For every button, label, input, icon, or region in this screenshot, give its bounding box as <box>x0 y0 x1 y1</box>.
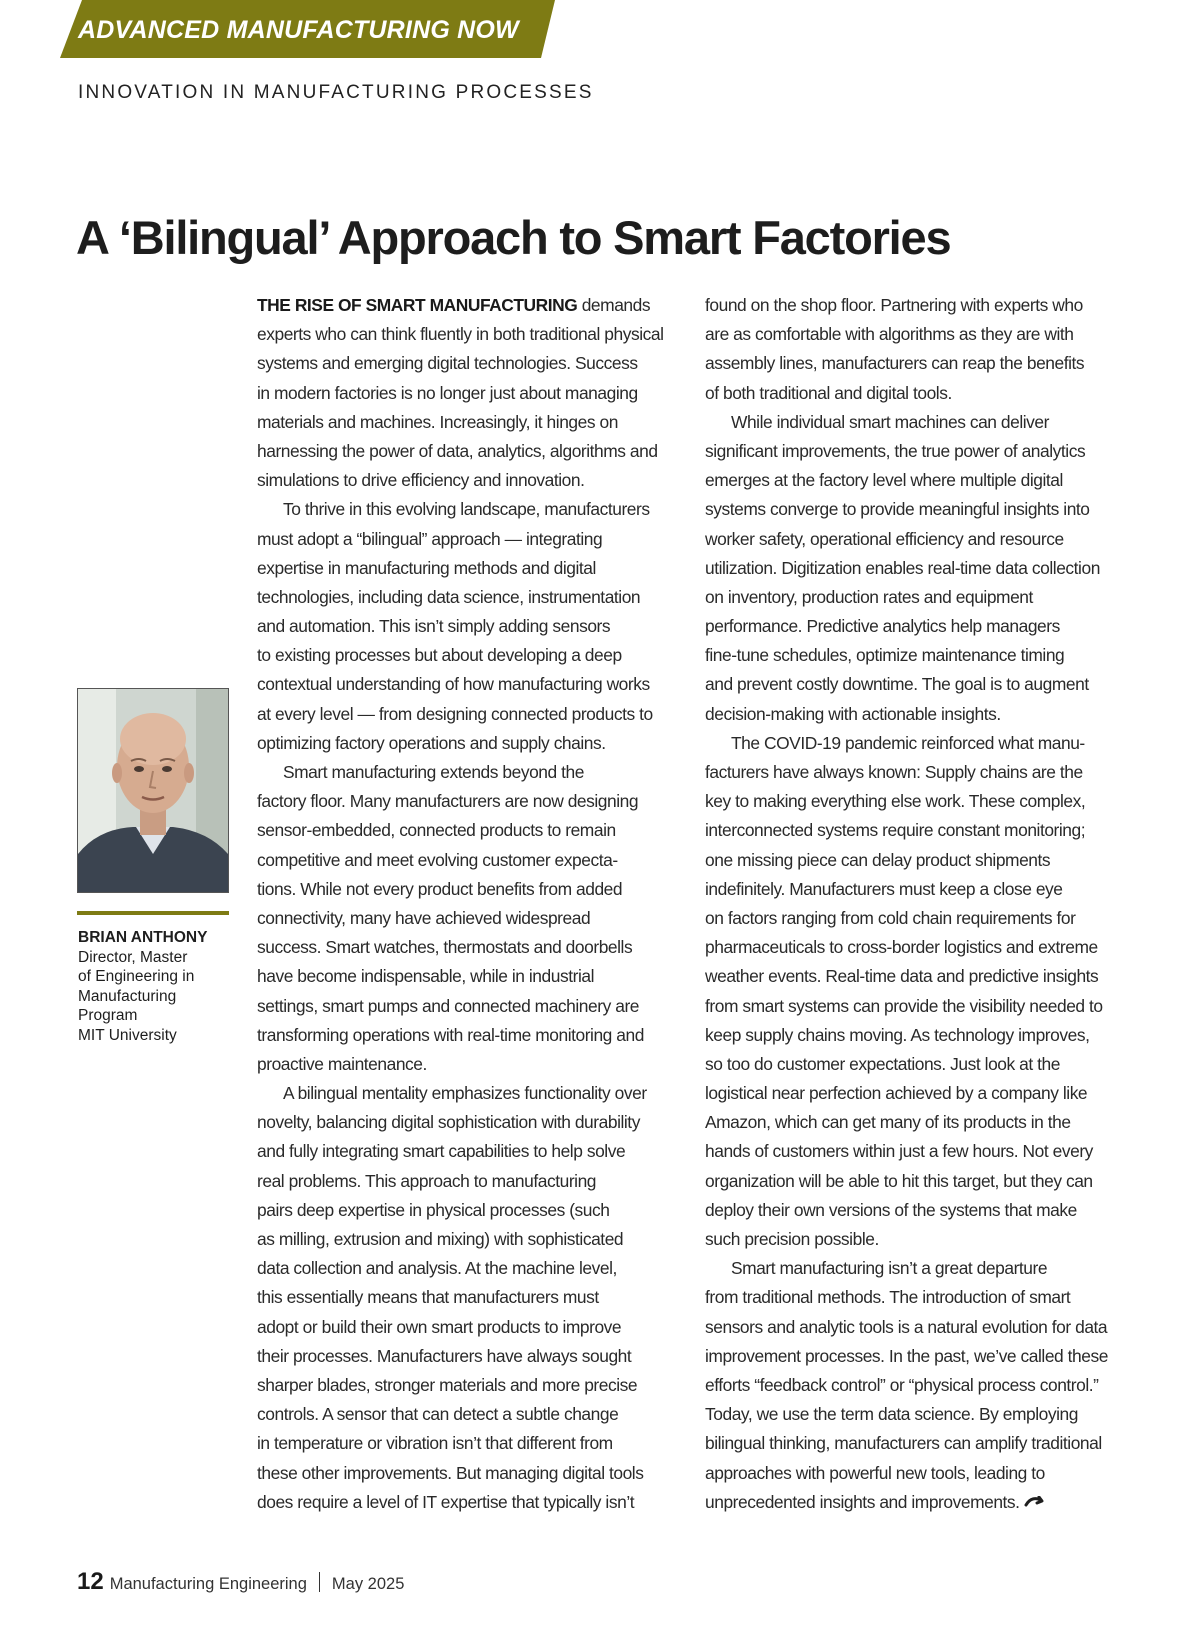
column-line: bilingual thinking, manufacturers can amplify traditional <box>705 1433 1102 1454</box>
column-line: transforming operations with real-time monitoring and <box>257 1024 644 1045</box>
column-line: in temperature or vibration isn’t that different from <box>257 1433 613 1454</box>
column-line: performance. Predictive analytics help managers <box>705 616 1060 637</box>
column-line: The COVID-19 pandemic reinforced what manu- <box>731 732 1085 753</box>
column-line: novelty, balancing digital sophistication with durability <box>257 1112 640 1133</box>
column-line: these other improvements. But managing digital tools <box>257 1462 644 1483</box>
column-line: as milling, extrusion and mixing) with sophisticated <box>257 1229 624 1249</box>
column-line: emerges at the factory level where multiple digital <box>705 470 1063 491</box>
column-line: indefinitely. Manufacturers must keep a close eye <box>705 878 1063 899</box>
column-line: systems converge to provide meaningful insights into <box>705 499 1090 520</box>
column-line: weather events. Real-time data and predictive insights <box>705 966 1099 987</box>
column-line: on inventory, production rates and equipment <box>705 586 1033 607</box>
last-line-text: unprecedented insights and improvements. <box>705 1491 1020 1512</box>
column-line: Today, we use the term data science. By employing <box>705 1404 1078 1425</box>
column-line: on factors ranging from cold chain requirements for <box>705 907 1076 928</box>
column-line: Smart manufacturing isn’t a great departure <box>731 1258 1048 1279</box>
footer-divider <box>319 1572 320 1592</box>
column-line: and automation. This isn’t simply adding sensors <box>257 616 611 637</box>
column-line: competitive and meet evolving customer expecta- <box>257 849 618 870</box>
column-line: fine-tune schedules, optimize maintenance timing <box>705 645 1065 666</box>
column-line: approaches with powerful new tools, leading to <box>705 1462 1045 1483</box>
column-line: A bilingual mentality emphasizes functionality over <box>283 1083 647 1104</box>
publication-name: Manufacturing Engineering <box>109 1575 307 1593</box>
author-title-line: Program <box>78 1007 138 1024</box>
column-line: real problems. This approach to manufacturing <box>257 1170 597 1191</box>
column-line: from smart systems can provide the visibility needed to <box>705 995 1103 1016</box>
column-line: such precision possible. <box>705 1229 879 1249</box>
author-title-line: Director, Master <box>78 948 188 966</box>
column-line: optimizing factory operations and supply chains. <box>257 732 606 753</box>
column-line: pharmaceuticals to cross-border logistics and extreme <box>705 937 1098 958</box>
column-line: found on the shop floor. Partnering with experts who <box>705 295 1083 315</box>
lead-in-rest: demands <box>577 295 651 315</box>
page-footer <box>77 1568 404 1596</box>
column-line: key to making everything else work. These complex, <box>705 791 1086 812</box>
column-line: are as comfortable with algorithms as they are with <box>705 324 1074 345</box>
column-line: success. Smart watches, thermostats and doorbells <box>257 937 633 958</box>
column-line: assembly lines, manufacturers can reap the benefits <box>705 353 1085 374</box>
author-bio <box>78 928 238 1045</box>
column-line: so too do customer expectations. Just look at the <box>705 1053 1060 1074</box>
author-affiliation: MIT University <box>78 1026 177 1044</box>
column-line: controls. A sensor that can detect a subtle change <box>257 1404 619 1425</box>
column-line: Amazon, which can get many of its products in the <box>705 1112 1071 1133</box>
column-line: improvement processes. In the past, we’ve called these <box>705 1345 1108 1366</box>
column-line: decision-making with actionable insights. <box>705 703 1001 724</box>
column-line: systems and emerging digital technologies. Success <box>257 353 638 374</box>
column-line: organization will be able to hit this target, but they can <box>705 1170 1093 1191</box>
column-line: and prevent costly downtime. The goal is to augment <box>705 674 1089 695</box>
column-line: does require a level of IT expertise that typically isn’t <box>257 1491 635 1512</box>
column-line: worker safety, operational efficiency and resource <box>705 528 1064 549</box>
author-portrait-icon <box>78 689 228 892</box>
column-line: experts who can think fluently in both traditional physical <box>257 324 664 345</box>
article-column-1 <box>257 291 689 1517</box>
column-line: While individual smart machines can deliver <box>731 411 1049 432</box>
column-line: sharper blades, stronger materials and more precise <box>257 1374 638 1395</box>
column-line: and fully integrating smart capabilities to help solve <box>257 1141 626 1162</box>
column-line: to existing processes but about developing a deep <box>257 645 622 666</box>
column-line: settings, smart pumps and connected machinery are <box>257 995 640 1016</box>
issue-date: May 2025 <box>331 1575 405 1593</box>
column-line: have become indispensable, while in industrial <box>257 966 594 987</box>
column-line: utilization. Digitization enables real-time data collection <box>705 557 1100 578</box>
column-line: connectivity, many have achieved widespread <box>257 907 591 928</box>
column-line: this essentially means that manufacturers must <box>257 1287 599 1308</box>
column-line: proactive maintenance. <box>257 1053 427 1074</box>
column-line: interconnected systems require constant monitoring; <box>705 820 1086 841</box>
column-line: adopt or build their own smart products to improve <box>257 1316 622 1337</box>
column-line: contextual understanding of how manufacturing works <box>257 674 650 695</box>
column-line: data collection and analysis. At the machine level, <box>257 1258 617 1279</box>
column-line: pairs deep expertise in physical processes (such <box>257 1199 610 1220</box>
column-line <box>257 291 689 320</box>
column-line: tions. While not every product benefits from added <box>257 878 623 899</box>
section-subhead: INNOVATION IN MANUFACTURING PROCESSES <box>78 82 594 103</box>
author-rule <box>77 911 229 915</box>
column-line: one missing piece can delay product shipments <box>705 849 1051 870</box>
column-line: hands of customers within just a few hours. Not every <box>705 1141 1093 1162</box>
column-line: from traditional methods. The introduction of smart <box>705 1287 1071 1308</box>
column-line: Smart manufacturing extends beyond the <box>283 762 584 782</box>
column-line: expertise in manufacturing methods and digital <box>257 557 596 578</box>
column-line: harnessing the power of data, analytics, algorithms and <box>257 440 658 461</box>
author-photo <box>77 688 229 893</box>
author-title-line: of Engineering in <box>78 968 195 985</box>
column-line: their processes. Manufacturers have always sought <box>257 1345 632 1366</box>
column-line: efforts “feedback control” or “physical process control.” <box>705 1374 1099 1395</box>
banner-title: ADVANCED MANUFACTURING NOW <box>78 16 519 44</box>
author-name: BRIAN ANTHONY <box>78 929 208 946</box>
lead-in: THE RISE OF SMART MANUFACTURING <box>257 295 578 315</box>
column-line: materials and machines. Increasingly, it hinges on <box>257 411 618 432</box>
column-line: in modern factories is no longer just about managing <box>257 382 638 403</box>
column-line: of both traditional and digital tools. <box>705 382 952 403</box>
column-line <box>705 1488 1137 1517</box>
article-title: A ‘Bilingual’ Approach to Smart Factories <box>76 211 951 264</box>
column-line: facturers have always known: Supply chains are the <box>705 762 1083 782</box>
column-line: technologies, including data science, instrumentation <box>257 586 641 607</box>
column-line: simulations to drive efficiency and innovation. <box>257 470 585 491</box>
column-line: To thrive in this evolving landscape, manufacturers <box>283 499 650 520</box>
column-line: significant improvements, the true power of analytics <box>705 440 1086 461</box>
end-mark-icon <box>1024 1496 1044 1510</box>
column-line: at every level — from designing connected products to <box>257 703 653 724</box>
column-line: deploy their own versions of the systems that make <box>705 1199 1077 1220</box>
page-number: 12 <box>77 1568 104 1595</box>
column-line: must adopt a “bilingual” approach — integrating <box>257 528 603 549</box>
column-line: logistical near perfection achieved by a company like <box>705 1083 1088 1104</box>
author-title-line: Manufacturing <box>78 987 177 1005</box>
article-column-2 <box>705 291 1137 1517</box>
column-line: factory floor. Many manufacturers are now designing <box>257 791 639 812</box>
column-line: sensor-embedded, connected products to remain <box>257 820 616 841</box>
column-line: keep supply chains moving. As technology improves, <box>705 1024 1090 1045</box>
column-line: sensors and analytic tools is a natural evolution for data <box>705 1316 1108 1337</box>
